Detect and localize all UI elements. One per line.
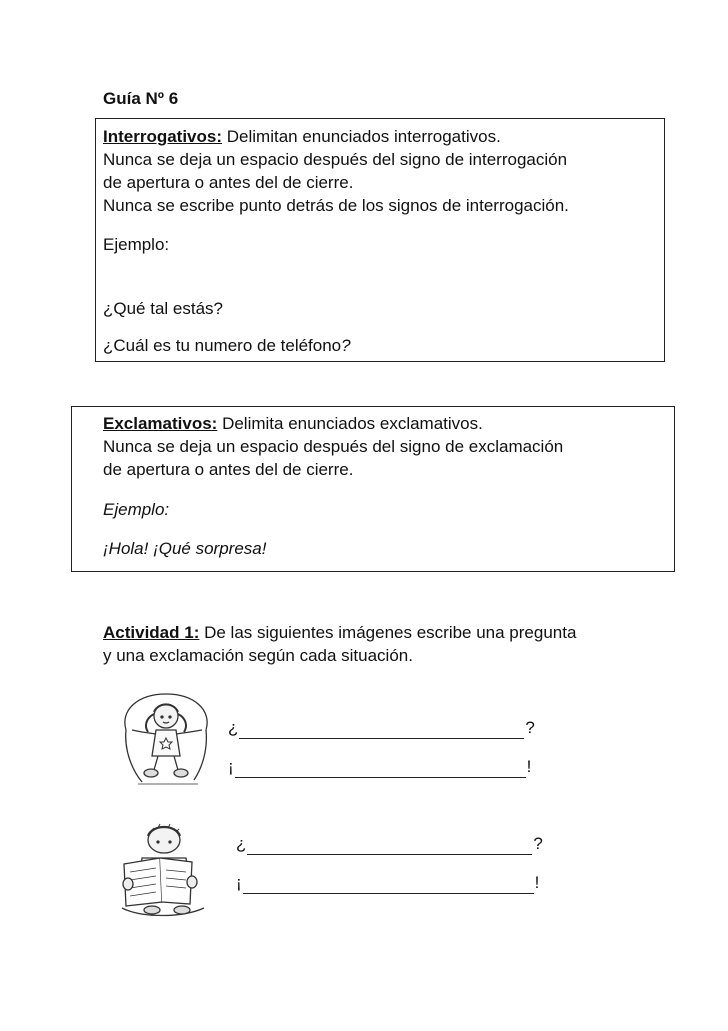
interrogativos-rule-1a: Nunca se deja un espacio después del signo de interrogación	[103, 150, 568, 169]
exclamativos-example-1: ¡Hola! ¡Qué sorpresa!	[103, 539, 267, 558]
activity-instruction-a: De las siguientes imágenes escribe una pregunta	[199, 623, 577, 642]
girl-jumping-rope-drawing	[118, 690, 214, 786]
item-2-question-blank[interactable]	[236, 833, 543, 855]
interrogativos-example-2-mark: ?	[341, 336, 351, 355]
interrogativos-example-2-text: ¿Cuál es tu numero de teléfono	[103, 336, 342, 355]
item-1-exclaim-close: !	[526, 757, 532, 776]
exclamativos-rule-1a: Nunca se deja un espacio después del signo de exclamación	[103, 437, 564, 456]
interrogativos-rule-1b: de apertura o antes del de cierre.	[103, 173, 354, 192]
exclamativos-definition: Delimita enunciados exclamativos.	[217, 414, 483, 433]
activity-instruction-line-1	[103, 622, 576, 644]
item-1-question-blank[interactable]	[228, 717, 535, 739]
item-2-question-open: ¿	[236, 834, 247, 853]
exclamativos-rule-1b: de apertura o antes del de cierre.	[103, 460, 354, 479]
item-2-question-line[interactable]	[247, 838, 532, 855]
interrogativos-rule-2: Nunca se escribe punto detrás de los signos de interrogación.	[103, 196, 569, 215]
interrogativos-example-label: Ejemplo:	[103, 235, 170, 254]
item-1-question-line[interactable]	[239, 722, 524, 739]
item-2-exclaim-blank[interactable]	[236, 872, 539, 894]
item-1-exclaim-line[interactable]	[235, 761, 526, 778]
exclamativos-term: Exclamativos:	[103, 414, 218, 433]
exclamativos-example-label: Ejemplo:	[103, 500, 170, 519]
exclamativos-definition-line	[103, 413, 483, 435]
item-1-exclaim-blank[interactable]	[228, 756, 531, 778]
item-2-question-close: ?	[533, 834, 543, 853]
item-2-exclaim-line[interactable]	[243, 877, 534, 894]
item-2-exclaim-open: ¡	[236, 873, 242, 892]
item-1-question-open: ¿	[228, 718, 239, 737]
interrogativos-definition-line	[103, 126, 501, 148]
guide-title: Guía Nº 6	[103, 89, 179, 108]
item-2-exclaim-close: !	[534, 873, 540, 892]
interrogativos-example-2	[103, 335, 351, 357]
item-1-question-close: ?	[525, 718, 535, 737]
activity-instruction-line-2: y una exclamación según cada situación.	[103, 646, 413, 665]
interrogativos-term: Interrogativos:	[103, 127, 223, 146]
item-1-exclaim-open: ¡	[228, 757, 234, 776]
activity-label: Actividad 1:	[103, 623, 200, 642]
child-reading-book-drawing	[112, 822, 208, 918]
interrogativos-definition: Delimitan enunciados interrogativos.	[222, 127, 501, 146]
interrogativos-example-1: ¿Qué tal estás?	[103, 299, 224, 318]
